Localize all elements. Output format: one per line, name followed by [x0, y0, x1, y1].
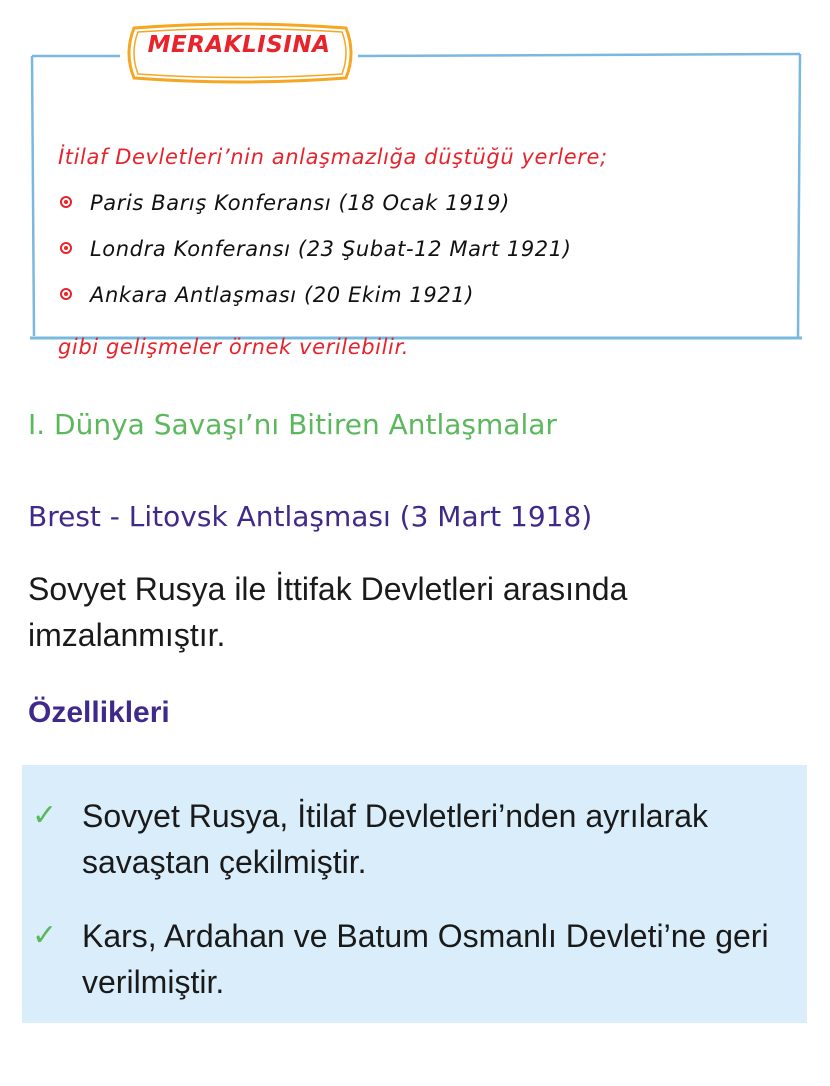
info-list: [58, 188, 572, 326]
info-outro: gibi gelişmeler örnek verilebilir.: [58, 335, 410, 359]
features-heading: Özellikleri: [28, 696, 170, 729]
info-intro: İtilaf Devletleri’nin anlaşmazlığa düştüğü yerlere;: [58, 145, 608, 169]
feature-item: ✓ Kars, Ardahan ve Batum Osmanlı Devleti’ne geri verilmiştir.: [82, 913, 782, 1005]
check-icon: ✓: [32, 799, 58, 832]
badge-label: MERAKLISINA: [147, 32, 331, 58]
bullet-icon: [60, 242, 72, 254]
bullet-icon: [60, 196, 72, 208]
list-item: Ankara Antlaşması (20 Ekim 1921): [58, 280, 572, 326]
list-item: Paris Barış Konferansı (18 Ocak 1919): [58, 188, 572, 234]
treaty-description: Sovyet Rusya ile İttifak Devletleri arasında imzalanmıştır.: [28, 571, 628, 653]
treaty-heading: Brest - Litovsk Antlaşması (3 Mart 1918): [28, 500, 593, 533]
bullet-icon: [60, 288, 72, 300]
check-icon: ✓: [32, 919, 58, 952]
feature-item: ✓ Sovyet Rusya, İtilaf Devletleri’nden ayrılarak savaştan çekilmiştir.: [82, 793, 782, 885]
section-heading: I. Dünya Savaşı’nı Bitiren Antlaşmalar: [28, 408, 557, 441]
meraklisina-box: [28, 32, 803, 359]
list-item: Londra Konferansı (23 Şubat-12 Mart 1921): [58, 234, 572, 280]
features-box: [22, 765, 807, 1023]
